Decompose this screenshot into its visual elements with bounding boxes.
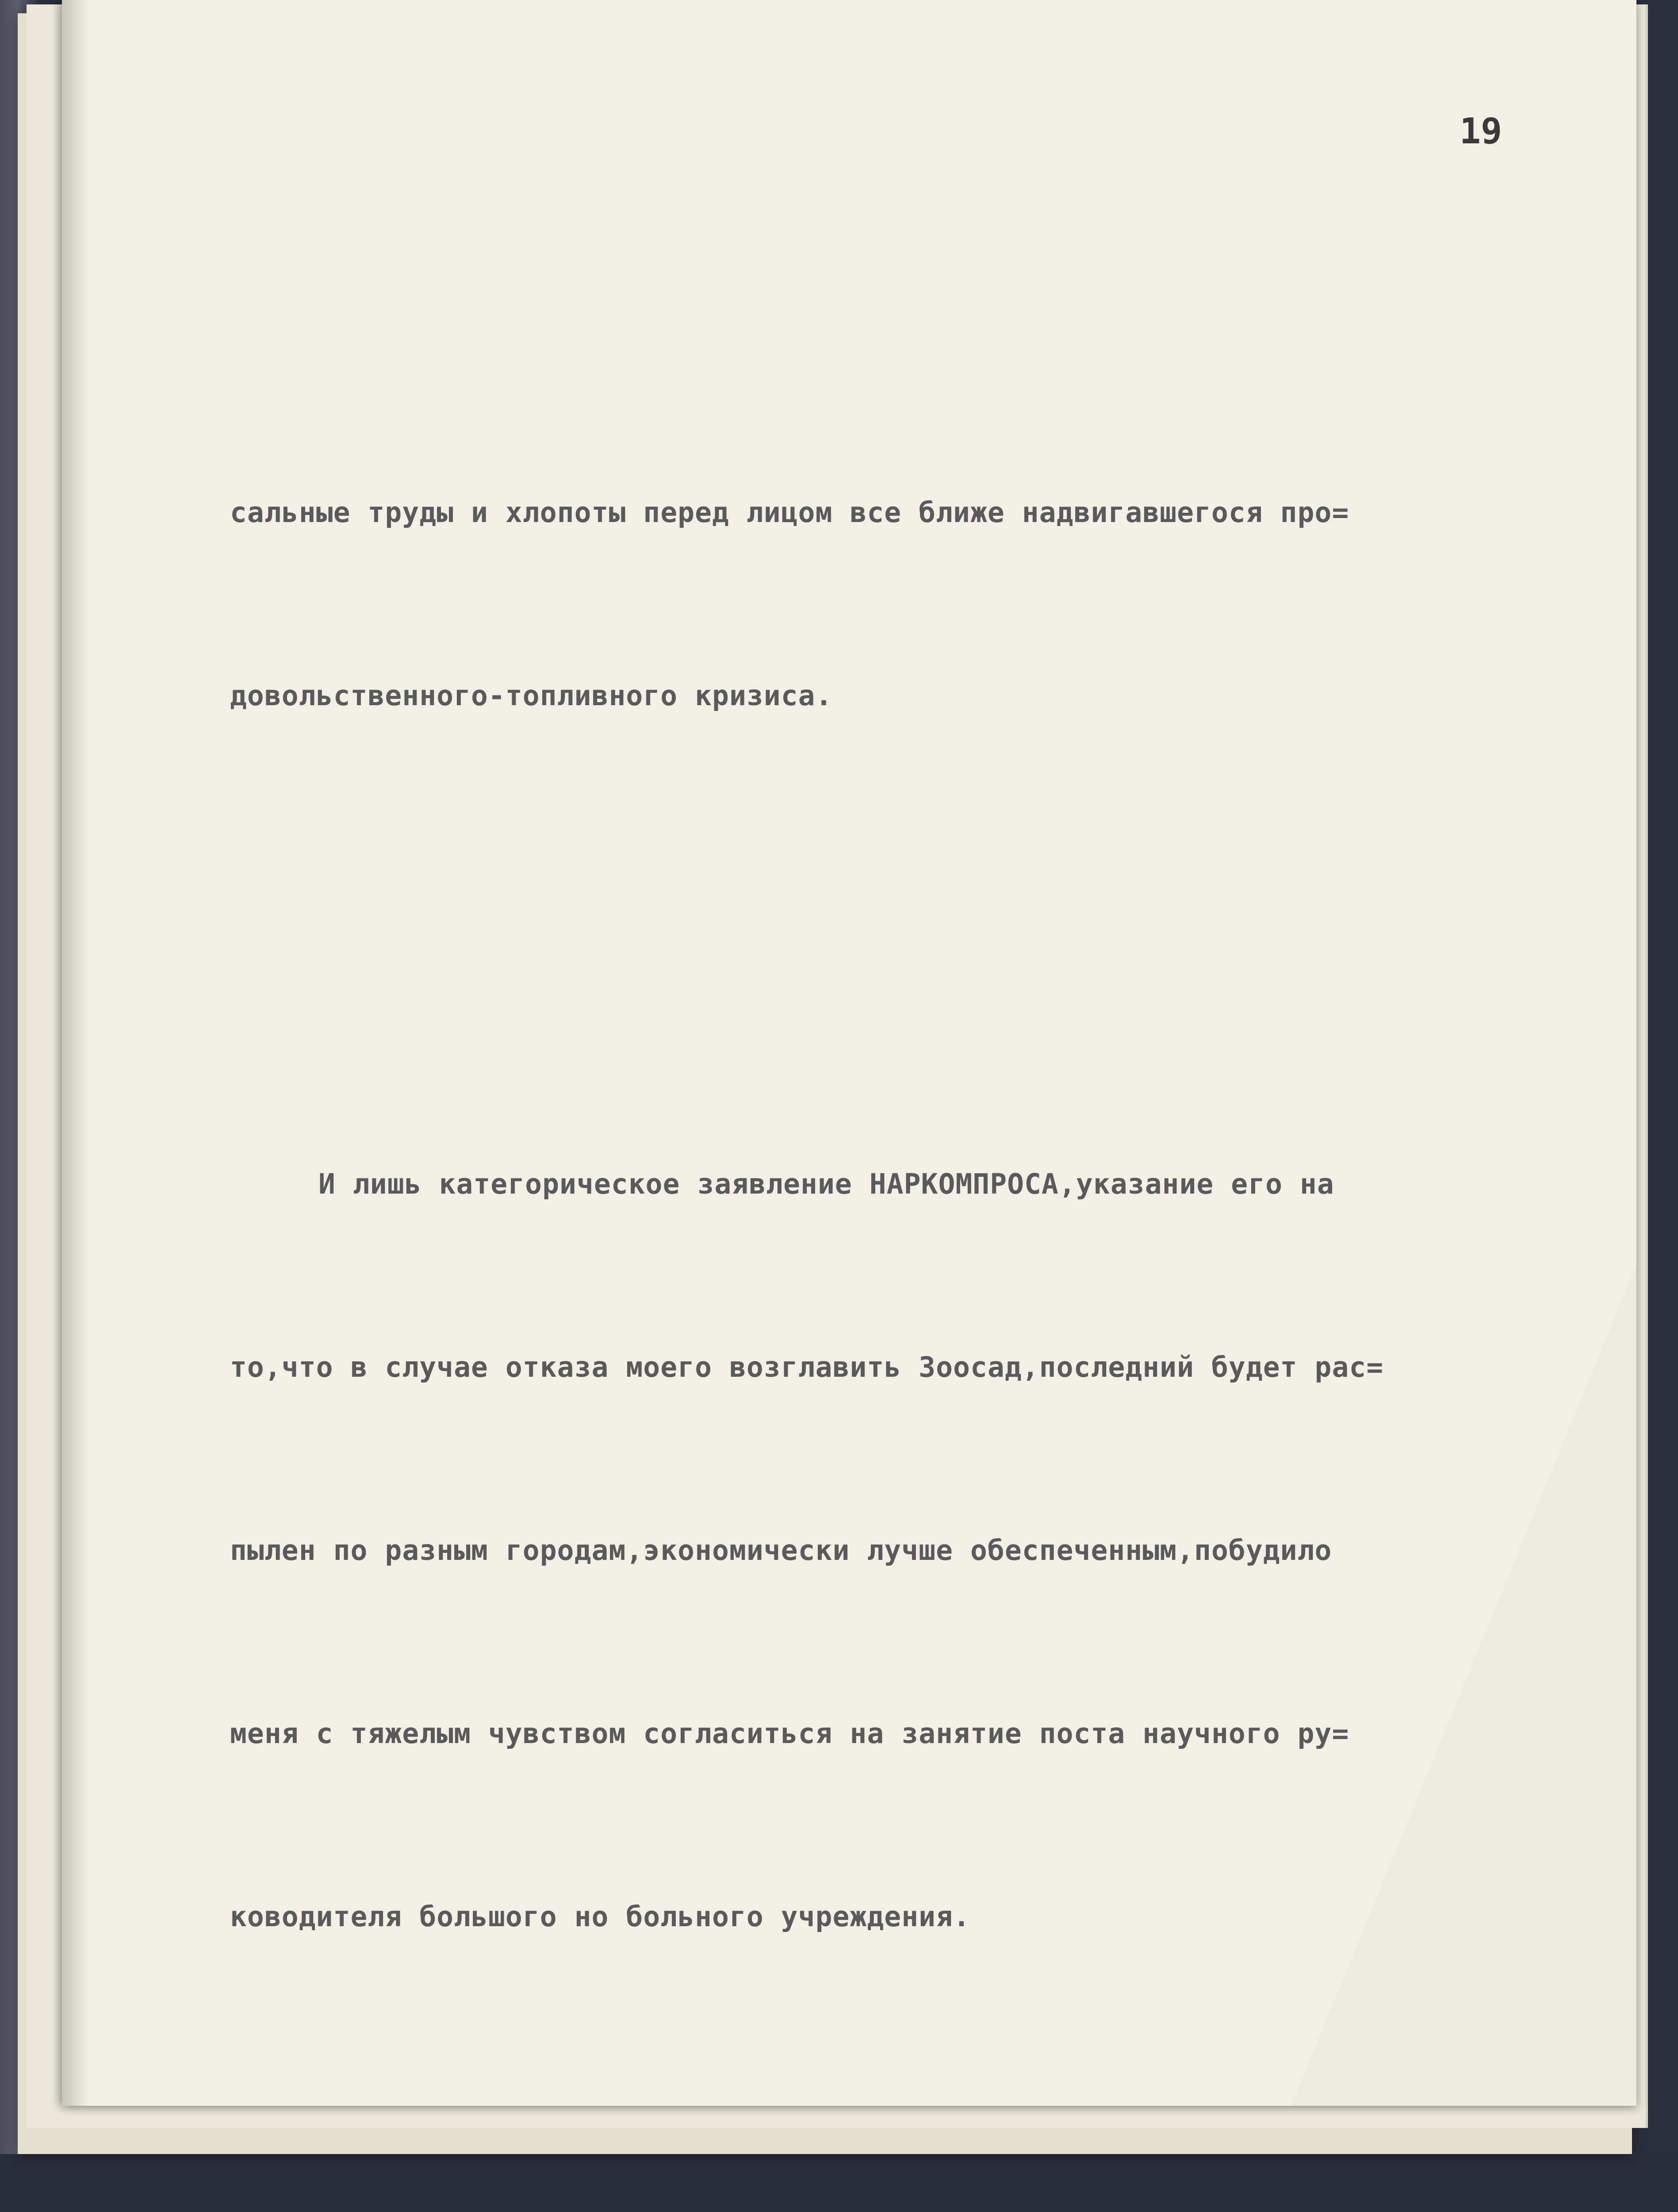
page-number: 19 <box>1460 111 1502 152</box>
text-line: ководителя большого но больного учреждения. <box>230 1901 970 1933</box>
typewritten-page <box>62 0 1636 2106</box>
text-line: меня с тяжелым чувством согласиться на занятие поста научного ру= <box>230 1717 1349 1750</box>
text-line: пылен по разным городам,экономически лучше обеспеченным,побудило <box>230 1534 1332 1567</box>
text-line: то,что в случае отказа моего возглавить Зоосад,последний будет рас= <box>230 1351 1384 1383</box>
text-line: довольственного-топливного кризиса. <box>230 680 833 712</box>
page-body <box>230 177 1557 2212</box>
text-line: сальные труды и хлопоты перед лицом все ближе надвигавшегося про= <box>230 496 1349 529</box>
paragraph-1 <box>230 360 1557 849</box>
paragraph-2 <box>230 1032 1557 2070</box>
text-line: И лишь категорическое заявление НАРКОМПРОСА,указание его на <box>318 1168 1334 1200</box>
page-binding-shadow <box>62 0 88 2106</box>
